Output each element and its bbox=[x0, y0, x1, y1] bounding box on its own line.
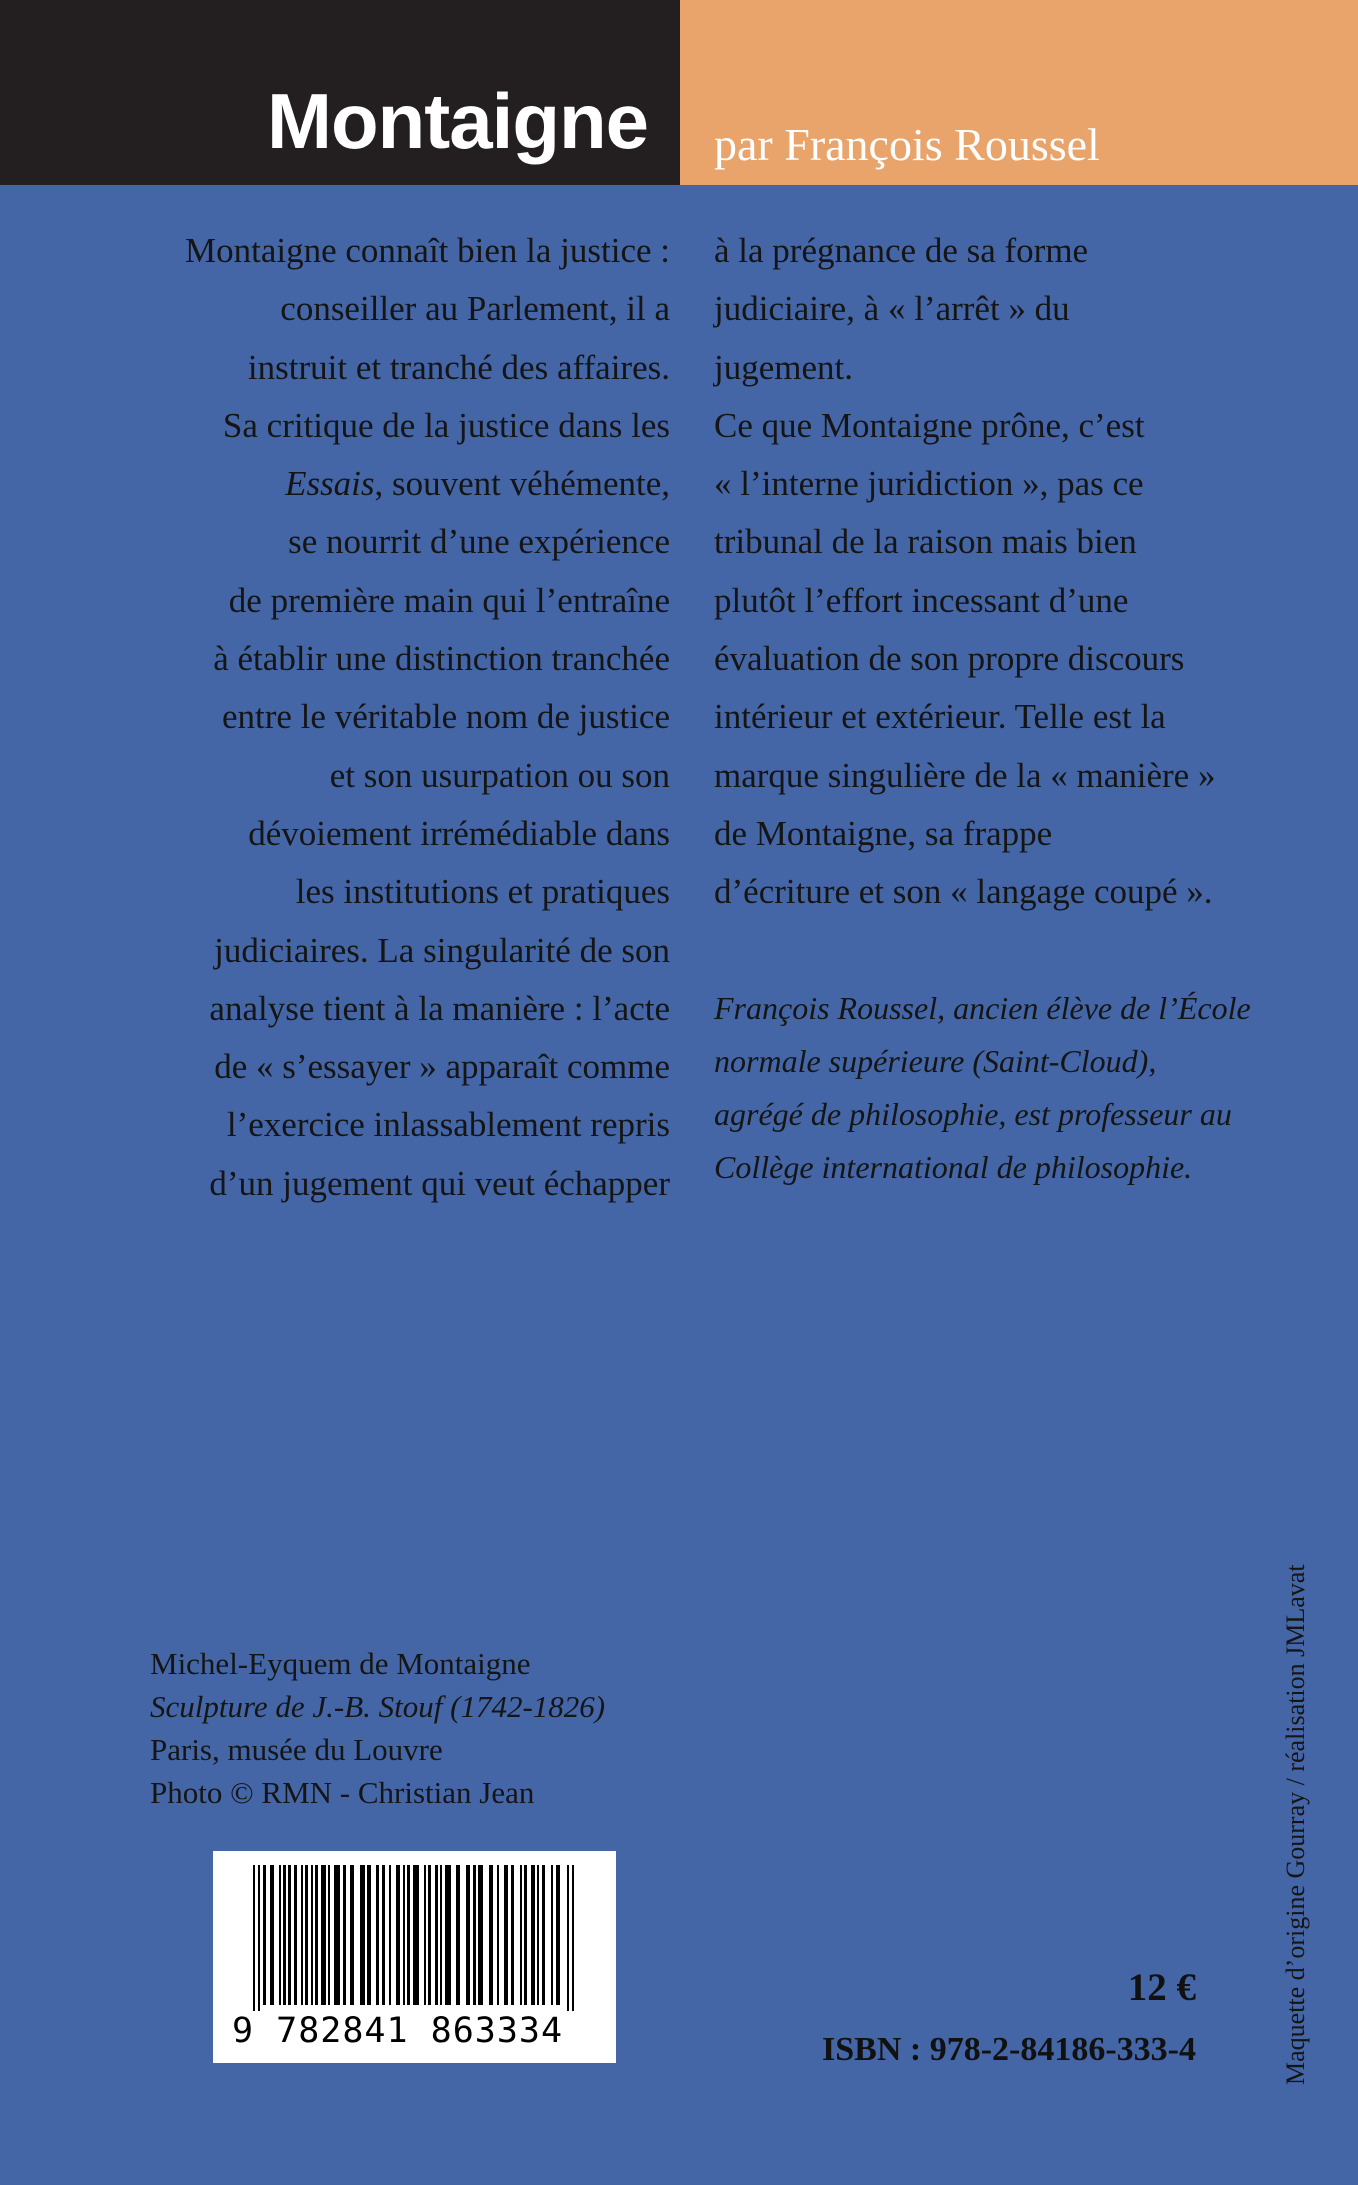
barcode-bar bbox=[294, 1865, 297, 2005]
barcode-bar bbox=[511, 1865, 514, 2005]
summary-line: de « s’essayer » apparaît comme bbox=[214, 1047, 670, 1087]
summary-line: et son usurpation ou son bbox=[329, 755, 670, 795]
summary-line: Ce que Montaigne prône, c’est bbox=[714, 405, 1145, 445]
credit-line: Michel-Eyquem de Montaigne bbox=[150, 1646, 531, 1681]
bio-line: François Roussel, ancien élève de l’École bbox=[714, 990, 1251, 1026]
barcode-bar bbox=[497, 1865, 499, 2005]
bio-line: normale supérieure (Saint-Cloud), bbox=[714, 1043, 1157, 1079]
barcode-bar bbox=[524, 1865, 527, 2005]
barcode-bar bbox=[478, 1865, 483, 2005]
summary-line: d’un jugement qui veut échapper bbox=[209, 1163, 670, 1203]
summary-line: à la prégnance de sa forme bbox=[714, 231, 1089, 270]
barcode-bar bbox=[424, 1865, 426, 2005]
barcode-bar bbox=[311, 1865, 313, 2005]
credit-line: Photo © RMN - Christian Jean bbox=[150, 1775, 535, 1810]
summary-line: de première main qui l’entraîne bbox=[228, 580, 670, 620]
barcode-bar bbox=[413, 1865, 419, 2005]
barcode-bar bbox=[305, 1865, 308, 2005]
barcode-bar bbox=[253, 1865, 255, 2011]
barcode-bar bbox=[334, 1865, 340, 2005]
summary-line: entre le véritable nom de justice bbox=[221, 697, 670, 737]
summary-line: dévoiement irrémédiable dans bbox=[248, 813, 670, 853]
barcode-bar bbox=[537, 1865, 539, 2005]
barcode-bar bbox=[551, 1865, 553, 2005]
barcode-digits: 9 782841 863334 bbox=[232, 2011, 564, 2051]
summary-line: de Montaigne, sa frappe bbox=[714, 813, 1053, 853]
barcode-bar bbox=[350, 1865, 354, 2005]
summary-left-column bbox=[90, 222, 670, 1213]
barcode-bar bbox=[466, 1865, 470, 2005]
author-bio bbox=[714, 982, 1274, 1194]
summary-line: conseiller au Parlement, il a bbox=[280, 289, 670, 329]
barcode-bar bbox=[263, 1865, 266, 2005]
credit-line: Sculpture de J.-B. Stouf (1742-1826) bbox=[150, 1689, 606, 1724]
summary-line: instruit et tranché des affaires. bbox=[247, 347, 670, 387]
summary-line: d’écriture et son « langage coupé ». bbox=[714, 872, 1213, 912]
barcode-bar bbox=[367, 1865, 371, 2005]
barcode-bar bbox=[407, 1865, 410, 2005]
barcode-bar bbox=[360, 1865, 365, 2005]
barcode-bar bbox=[301, 1865, 303, 2005]
summary-line: intérieur et extérieur. Telle est la bbox=[714, 697, 1166, 737]
barcode-bar bbox=[440, 1865, 442, 2005]
book-author: par François Roussel bbox=[714, 119, 1100, 170]
summary-line: tribunal de la raison mais bien bbox=[714, 522, 1137, 562]
barcode-bar bbox=[258, 1865, 260, 2011]
isbn: ISBN : 978-2-84186-333-4 bbox=[822, 2031, 1196, 2068]
barcode-bar bbox=[542, 1865, 545, 2005]
barcode-bar bbox=[288, 1865, 291, 2005]
summary-line: Montaigne connaît bien la justice : bbox=[184, 231, 670, 270]
credit-line: Paris, musée du Louvre bbox=[150, 1732, 443, 1767]
barcode-bar bbox=[504, 1865, 508, 2005]
barcode-bar bbox=[520, 1865, 522, 2005]
summary-line: plutôt l’effort incessant d’une bbox=[714, 580, 1129, 620]
barcode-bar bbox=[456, 1865, 460, 2005]
summary-line: jugement. bbox=[714, 347, 853, 387]
design-credit: Maquette d’origine Gourray / réalisation JMLavat bbox=[1281, 1564, 1310, 2085]
barcode-bar bbox=[376, 1865, 379, 2005]
barcode-bar bbox=[531, 1865, 535, 2005]
barcode-bar bbox=[396, 1865, 400, 2005]
barcode-bar bbox=[445, 1865, 451, 2005]
barcode-bar bbox=[435, 1865, 438, 2005]
barcode-bar bbox=[473, 1865, 476, 2005]
barcode-bar bbox=[279, 1865, 281, 2005]
barcode-bar bbox=[428, 1865, 431, 2005]
summary-line: analyse tient à la manière : l’acte bbox=[209, 988, 670, 1028]
barcode-bar bbox=[328, 1865, 330, 2005]
summary-line: Sa critique de la justice dans les bbox=[222, 405, 670, 445]
book-title: Montaigne bbox=[267, 77, 648, 165]
summary-line: « l’interne juridiction », pas ce bbox=[714, 464, 1144, 504]
essais-title: Essais bbox=[285, 464, 375, 504]
barcode-bar bbox=[343, 1865, 346, 2005]
summary-line: l’exercice inlassablement repris bbox=[226, 1105, 670, 1145]
summary-line: se nourrit d’une expérience bbox=[288, 522, 670, 562]
barcode-bar bbox=[389, 1865, 391, 2005]
barcode-bar bbox=[321, 1865, 326, 2005]
summary-line: judiciaires. La singularité de son bbox=[214, 930, 670, 970]
summary-line-essais: Essais, souvent véhémente, bbox=[285, 464, 670, 504]
summary-right-column bbox=[714, 222, 1274, 922]
summary-line: marque singulière de la « manière » bbox=[714, 755, 1216, 795]
summary-line: à établir une distinction tranchée bbox=[213, 639, 670, 679]
bio-line: Collège international de philosophie. bbox=[714, 1149, 1193, 1185]
barcode-bar bbox=[270, 1865, 274, 2005]
price: 12 € bbox=[1127, 1966, 1196, 2009]
summary-line: évaluation de son propre discours bbox=[714, 639, 1185, 679]
summary-line: judiciaire, à « l’arrêt » du bbox=[714, 289, 1070, 329]
barcode-bar bbox=[403, 1865, 405, 2005]
barcode-bars bbox=[213, 1851, 616, 2011]
barcode-bar bbox=[556, 1865, 560, 2005]
image-credits bbox=[150, 1642, 605, 1814]
barcode-bar bbox=[489, 1865, 493, 2005]
bio-line: agrégé de philosophie, est professeur au bbox=[714, 1096, 1232, 1132]
barcode bbox=[213, 1851, 616, 2063]
barcode-bar bbox=[567, 1865, 569, 2011]
summary-line: les institutions et pratiques bbox=[295, 872, 670, 912]
barcode-bar bbox=[572, 1865, 574, 2011]
barcode-bar bbox=[315, 1865, 318, 2005]
barcode-bar bbox=[283, 1865, 286, 2005]
barcode-bar bbox=[382, 1865, 385, 2005]
